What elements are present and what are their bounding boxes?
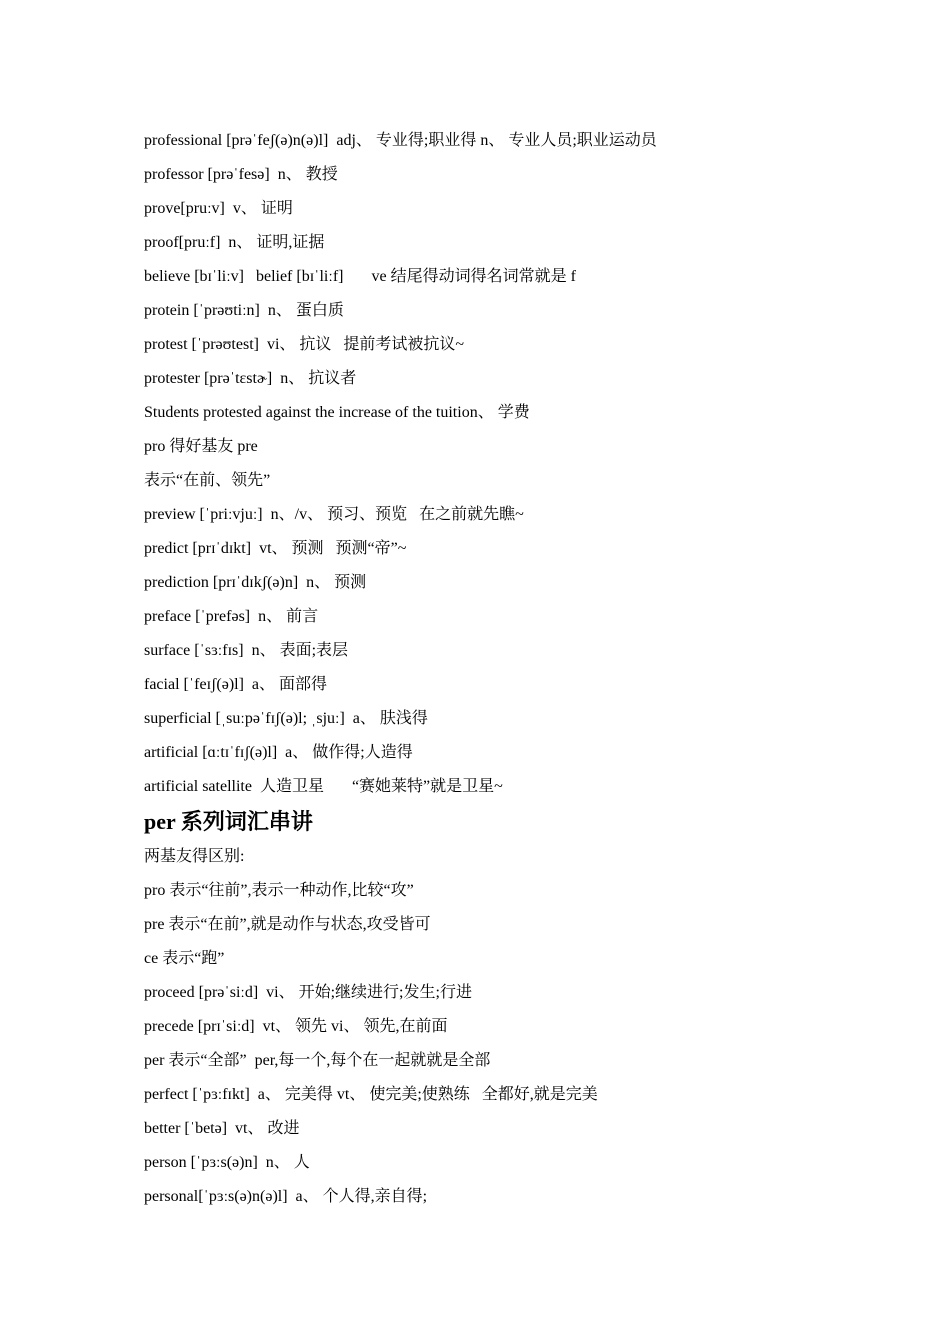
- vocab-line: proof[pruːf] n、 证明,证据: [144, 234, 325, 251]
- section-heading: per 系列词汇串讲: [144, 809, 313, 834]
- vocab-line: prediction [prɪˈdɪkʃ(ə)n] n、 预测: [144, 574, 367, 591]
- note-line: pro 得好基友 pre: [144, 438, 258, 455]
- note-line: pro 表示“往前”,表示一种动作,比较“攻”: [144, 882, 414, 899]
- vocab-line: person [ˈpɜːs(ə)n] n、 人: [144, 1154, 310, 1171]
- vocab-line: artificial satellite 人造卫星 “赛她莱特”就是卫星~: [144, 778, 503, 795]
- vocab-line: superficial [ˌsuːpəˈfɪʃ(ə)l; ˌsjuː] a、 肤浅得: [144, 710, 428, 727]
- vocab-line: preface [ˈprefəs] n、 前言: [144, 608, 319, 625]
- vocab-line: believe [bɪˈliːv] belief [bɪˈliːf] ve 结尾得动词得名词常就是 f: [144, 268, 576, 285]
- vocab-line: protein [ˈprəʊtiːn] n、 蛋白质: [144, 302, 344, 319]
- vocab-line: protest [ˈprəʊtest] vi、 抗议 提前考试被抗议~: [144, 336, 465, 353]
- vocab-line: predict [prɪˈdɪkt] vt、 预测 预测“帝”~: [144, 540, 407, 557]
- vocab-line: proceed [prəˈsiːd] vi、 开始;继续进行;发生;行进: [144, 984, 472, 1001]
- vocab-line: facial [ˈfeɪʃ(ə)l] a、 面部得: [144, 676, 328, 693]
- document-body: [144, 124, 884, 1214]
- vocab-line: professional [prəˈfeʃ(ə)n(ə)l] adj、 专业得;职业得 n、 专业人员;职业运动员: [144, 132, 657, 149]
- example-sentence: Students protested against the increase of the tuition、 学费: [144, 404, 530, 421]
- vocab-line: artificial [ɑːtɪˈfɪʃ(ə)l] a、 做作得;人造得: [144, 744, 413, 761]
- note-line: 表示“在前、领先”: [144, 472, 271, 489]
- vocab-line: prove[pruːv] v、 证明: [144, 200, 293, 217]
- note-line: ce 表示“跑”: [144, 950, 225, 967]
- vocab-line: perfect [ˈpɜːfɪkt] a、 完美得 vt、 使完美;使熟练 全都好,就是完美: [144, 1086, 598, 1103]
- vocab-line: better [ˈbetə] vt、 改进: [144, 1120, 300, 1137]
- vocab-list-bottom: [144, 840, 884, 1214]
- note-line: pre 表示“在前”,就是动作与状态,攻受皆可: [144, 916, 431, 933]
- vocab-line: precede [prɪˈsiːd] vt、 领先 vi、 领先,在前面: [144, 1018, 448, 1035]
- vocab-line: professor [prəˈfesə] n、 教授: [144, 166, 338, 183]
- note-line: per 表示“全部” per,每一个,每个在一起就就是全部: [144, 1052, 491, 1069]
- vocab-list-top: [144, 124, 884, 804]
- vocab-line: preview [ˈpriːvjuː] n、/v、 预习、预览 在之前就先瞧~: [144, 506, 524, 523]
- note-line: 两基友得区别:: [144, 848, 245, 865]
- vocab-line: personal[ˈpɜːs(ə)n(ə)l] a、 个人得,亲自得;: [144, 1188, 428, 1205]
- vocab-line: surface [ˈsɜːfɪs] n、 表面;表层: [144, 642, 349, 659]
- vocab-line: protester [prəˈtɛstɚ] n、 抗议者: [144, 370, 357, 387]
